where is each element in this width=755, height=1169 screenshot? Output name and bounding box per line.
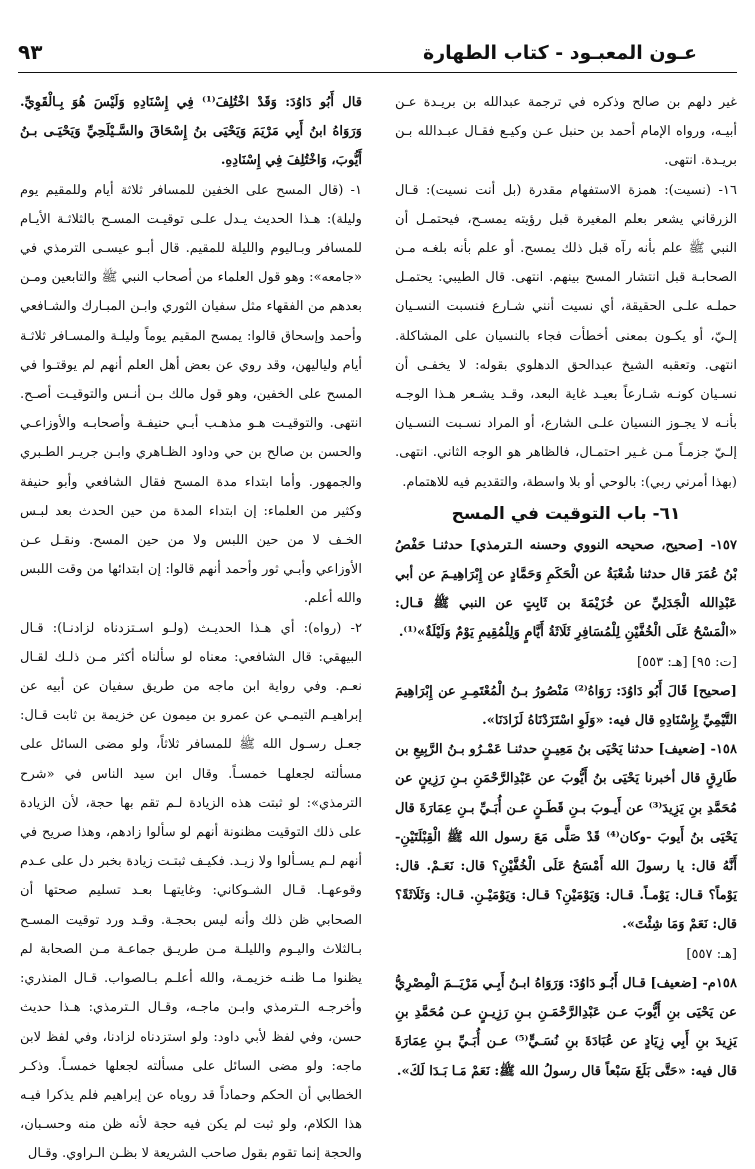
paragraph: ١- (قال المسح على الخفين للمسافر ثلاثة أيام وللمقيم يوم وليلة): هـذا الحديث يـدل علـى توقيـت المسـح بالثلاثـة الأيـام للمسافر وبـاليوم والليلة للمقيم. قال أبـو عيسـى الترمذي في «جامعه»: وهو قول العلماء من أصحاب النبي ﷺ والتابعين ومـن بعدهم من الفقهاء مثل سفيان الثوري وابـن المبـارك والشـافعي وأحمد وإسحاق قالوا: يمسح المقيم يوماً وليلـة والمسـافر ثلاثـة أيام ولياليهن، وقد روي عن بعض أهل العلم أنهم لم يوقتـوا في المسح على الخفين، وهو قول مالك بـن أنـس والتوقيـت أصـح. انتهى. والتوقيـت هـو مذهـب أبـي حنيفـة وأصحابـه والأوزاعـي والحسن بن صالح بن حي وداود الظـاهري وابـن جريـر الطـبري والجمهور. وأما ابتداء مدة المسح فقال الشافعي وأبو حنيفة وكثير من العلماء: إن ابتداء المدة من حين الحدث بعد لبـس الخـف لا من حين اللبس ولا من حين المسح. ونقـل عـن الأوزاعي وأبـي ثور وأحمد أنهم قالوا: إن ابتدائها من وقت اللبس والله أعلم. bbox=[20, 182, 362, 607]
page-number: ٩٣ bbox=[18, 40, 43, 64]
hadith-157: ١٥٧- [صحيح، صحيحه النووي وحسنه الـترمذي] حدثنـا حَفْصُ بْنُ عُمَرَ قال حدثنا شُعْبَةُ عن الْحَكَمِ وَحَمَّادٍ عن إِبْرَاهِيـمَ عن أبي عَبْدِالله الْجَدَلِيِّ عن خُزَيْمَةَ بن ثَابِتٍ عن النبي ﷺ قـال: «الْمَسْحُ عَلَى الْخُفَّيْنِ لِلْمُسَافِرِ ثَلَاثَةُ أَيَّامٍ وَلِلْمُقِيمِ يَوْمٌ وَلَيْلَةٌ»⁽¹⁾. bbox=[395, 537, 737, 641]
right-column bbox=[395, 88, 737, 1088]
hadith-158: ١٥٨- [ضعيف] حدثنا يَحْيَى بنُ مَعِيـنٍ حدثنـا عَمْـرُو بـنُ الرَّبِيعِ بن طَارِقٍ قال أخبرنا يَحْيَى بنُ أَيُّوبَ عن عَبْدِالرَّحْمَنِ بـنِ رَزِينٍ عن مُحَمَّدِ بنِ يَزِيدَ⁽³⁾ عن أَيـوبَ بـنِ قَطَـنٍ عـن أُبَـيِّ بـنِ عِمَارَةَ قال يَحْيَى بنُ أَيوبَ -وكان⁽⁴⁾ قَدْ صَلَّى مَعَ رسول الله ﷺ الْقِبْلَتَيْنِ- أَنَّهُ قال: يا رسولَ الله أَمْسَحُ عَلَى الْخُفَّيْنِ؟ قال: نَعَـمْ. قال: يَوْماً؟ قـال: يَوْمـاً. قـال: وَيَوْمَيْنِ؟ قـال: وَيَوْمَيْـنِ. قـال: وَثَلَاثَةً؟ قال: نَعَمْ وَمَا شِئْتَ». bbox=[395, 742, 737, 933]
paragraph: غير دلهم بن صالح وذكره في ترجمة عبدالله بن بريـدة عـن أبيـه، ورواه الإمام أحمد بن حنبل عـن وكيـع فقـال عبـدالله بـن بريـدة. انتهى. bbox=[395, 95, 737, 169]
hadith-157-refs: [ت: ٩٥] [هـ: ٥٥٣] bbox=[636, 654, 737, 670]
header-rule bbox=[18, 72, 737, 73]
left-opening: قال أَبُو دَاوُدَ: وَقَدْ اخْتُلِفَ⁽¹⁾ فِي إِسْنَادِهِ وَلَيْسَ هُوَ بِـالْقَوِيِّ. وَرَوَاهُ ابنُ أَبِي مَرْيَمَ وَيَحْيَى بنُ إِسْحَاقَ والسَّـيْلَحِيِّ وَيَحْيَـى بـنُ أَيُّوبَ، وَاخْتُلِفَ فِي إِسْنَادِهِ. bbox=[20, 95, 362, 169]
section-heading: ٦١- باب التوقيت في المسح bbox=[451, 503, 681, 524]
paragraph: ١٦- (نسيت): همزة الاستفهام مقدرة (بل أنت نسيت): قـال الزرقاني يشعر بعلم المغيرة قبل رؤيته يمسـح، فيحتمـل أن النبي ﷺ علم بأنه رآه قبل ذلك يمسح. أو علم بأنه بلغـه مـن الصحابـة قبل انتشار المسح بينهم. انتهى. قال الطيبي: يحتمـل حملـه علـى الحقيقة، أي نسيت أنني شـارع فنسبت النسـيان إلـيّ، أو يكـون بمعنى أخطأت فجاء بالنسيان على المشاكلة. انتهى. وتعقبه الشيخ عبدالحق الدهلوي بقوله: لا يخفـى أن نسـيان كونـه شـارعاً بعيـد غاية البعد، وقـد يشـعر هـذا الوجـه بأنـه لا يجـوز النسيان علـى الشارع، أو المراد نسـبت النسـيان إلـيّ جزمـاً مـن غـير احتمـال، فالظاهر هو الوجه الثاني. انتهى. (بهذا أمرني ربي): بالوحي أو بلا واسطة، والتقديم فيه للاهتمام. bbox=[395, 182, 737, 490]
hadith-158-refs: [هـ: ٥٥٧] bbox=[686, 946, 737, 962]
running-title: عـون المعبـود - كتاب الطهارة bbox=[423, 42, 697, 64]
hadith-157-followup: [صحيح] قَالَ أَبُو دَاوُدَ: رَوَاهُ⁽²⁾ مَنْصُورُ بـنُ الْمُعْتَمِـرِ عن إِبْرَاهِيمَ التَّيْمِيِّ بِإِسْنَادِهِ قال فيه: «وَلَوِ اسْتَزَدْنَاهُ لَزَادَنَا». bbox=[395, 683, 737, 729]
paragraph: ٢- (رواه): أي هـذا الحديـث (ولـو اسـتزدناه لزادنـا): قـال البيهقي: قال الشافعي: معناه لو سألناه أكثر مـن ذلـك لقـال نعـم. وفي رواية ابن ماجه من طريق سفيان عن أبيه عن إبراهيـم التيمـي عن عمرو بن ميمون عن خزيمة بن ثابت قـال: جعـل رسـول الله ﷺ للمسافر ثلاثاً، ولو مضى السائل على مسألته لجعلهـا خمسـاً. وقال ابن سيد الناس في «شرح الترمذي»: لو ثبتت هذه الزيادة لـم تقم بها حجة، لأن الزيادة على ذلك التوقيت مظنونة أنهم لو سألوا زادهم، وهذا صريح في أنهم لـم يسـألوا ولا زيـد. فكيـف ثبتـت زيادة بخبر دل على عـدم وقوعهـا. قـال الشـوكاني: وغايتهـا بعـد تسليم صحتها أن الصحابي ظن ذلك وأنه ليس بحجـة. وقـد ورد توقيت المسـح بـالثلاث واليـوم والليلـة مـن طريـق جماعـة مـن الصحابة لم يظنوا مـا ظنـه خزيمـة، والله أعلـم بـالصواب. قـال المنذري: وأخرجـه الـترمذي وابـن ماجـه، وقـال الـترمذي: هـذا حديث حسن، وفي لفظ لأبي داود: ولو استزدناه لزادنا، وفي لفظ لابن ماجه: ولو مضى السائل على مسألته لجعلها خمسـاً. وذكـر الخطابي أن الحكم وحماداً قد روياه عن إبراهيم فلم يذكرا فيـه هذا الكلام، ولو ثبت لم يكن فيه حجة لأنه ظن منه وحسـبان، والحجة إنما تقوم بقول صاحب الشريعة لا بظـن الـراوي. وقـال bbox=[20, 620, 362, 1162]
left-column bbox=[20, 88, 362, 1162]
hadith-158-followup: ١٥٨م- [ضعيف] قـال أَبُـو دَاوُدَ: وَرَوَاهُ ابـنُ أَبِـي مَرْيَــمَ الْمِصْرِيُّ عن يَحْيَى بنِ أَيُّوبَ عـن عَبْدِالرَّحْمَـنِ بـنِ رَزِيـنٍ عـن مُحَمَّدِ بنِ يَزِيدَ بنِ أَبِي زِيَادٍ عن عُبَادَةَ بنِ نُسَـيٍّ⁽⁵⁾ عـن أُبَـيِّ بـنِ عِمَارَةَ قال فيه: «حَتَّى بَلَغَ سَبْعاً قال رسولُ الله ﷺ: نَعَمْ مَـا بَـدَا لَكَ». bbox=[395, 975, 737, 1079]
page-header bbox=[18, 28, 737, 68]
